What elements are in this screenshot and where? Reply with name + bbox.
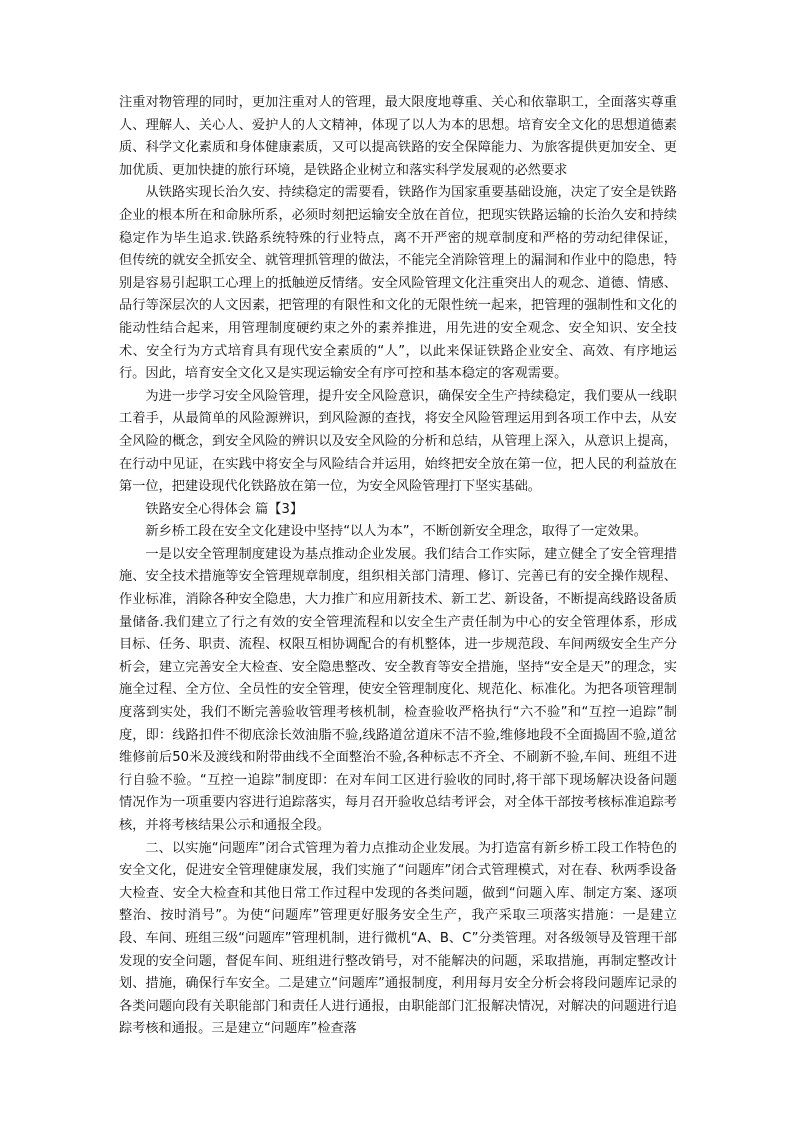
document-body <box>119 92 677 1041</box>
paragraph-6: 二、以实施“问题库”闭合式管理为着力点推动企业发展。为打造富有新乡桥工段工作特色的安全文化，促进安全管理健康发展，我们实施了“问题库”闭合式管理模式，对在春、秋两季设备大检查、安全大检查和其他日常工作过程中发现的各类问题，做到“问题入库、制定方案、逐项整治、按时消号”。为使“问题库”管理更好服务安全生产，我产采取三项落实措施：一是建立段、车间、班组三级“问题库”管理机制，进行微机“A、B、C”分类管理。对各级领导及管理干部发现的安全问题，督促车间、班组进行整改销号，对不能解决的问题，采取措施，再制定整改计划、措施，确保行车安全。二是建立“问题库”通报制度，利用每月安全分析会将段问题库记录的各类问题向段有关职能部门和责任人进行通报，由职能部门汇报解决情况，对解决的问题进行追踪考核和通报。三是建立“问题库”检查落 <box>119 840 677 1037</box>
paragraph-2: 从铁路实现长治久安、持续稳定的需要看，铁路作为国家重要基础设施，决定了安全是铁路企业的根本所在和命脉所系，必须时刻把运输安全放在首位，把现实铁路运输的长治久安和持续稳定作为毕生追求.铁路系统特殊的行业特点，离不开严密的规章制度和严格的劳动纪律保证，但传统的就安全抓安全、就管理抓管理的做法，不能完全消除管理上的漏洞和作业中的隐患，特别是容易引起职工心理上的抵触逆反情绪。安全风险管理文化注重突出人的观念、道德、情感、品行等深层次的人文因素，把管理的有限性和文化的无限性统一起来，把管理的强制性和文化的能动性结合起来，用管理制度硬约束之外的素养推进，用先进的安全观念、安全知识、安全技术、安全行为方式培育具有现代安全素质的“人”，以此来保证铁路企业安全、高效、有序地运行。因此，培育安全文化又是实现运输安全有序可控和基本稳定的客观需要。 <box>119 185 677 382</box>
section-heading: 铁路安全心得体会 篇【3】 <box>145 501 304 517</box>
paragraph-5: 一是以安全管理制度建设为基点推动企业发展。我们结合工作实际，建立健全了安全管理措施、安全技术措施等安全管理规章制度，组织相关部门清理、修订、完善已有的安全操作规程、作业标准，消除各种安全隐患，大力推广和应用新技术、新工艺、新设备，不断提高线路设备质量储备.我们建立了行之有效的安全管理流程和以安全生产责任制为中心的安全管理体系，形成目标、任务、职责、流程、权限互相协调配合的有机整体，进一步规范段、车间两级安全生产分析会，建立完善安全大检查、安全隐患整改、安全教育等安全措施，坚持“安全是天”的理念，实施全过程、全方位、全员性的安全管理，使安全管理制度化、规范化、标准化。为把各项管理制度落到实处，我们不断完善验收管理考核机制，检查验收严格执行“六不验”和“互控一追踪”制度，即：线路扣件不彻底涂长效油脂不验,线路道岔道床不洁不验,维修地段不全面捣固不验,道岔维修前后50米及渡线和附带曲线不全面整治不验,各种标志不齐全、不刷新不验,车间、班组不进行自验不验。“互控一追踪”制度即：在对车间工区进行验收的同时,将干部下现场解决设备问题情况作为一项重要内容进行追踪落实，每月召开验收总结考评会，对全体干部按考核标准追踪考核，并将考核结果公示和通报全段。 <box>119 546 677 833</box>
paragraph-4: 新乡桥工段在安全文化建设中坚持“以人为本”，不断创新安全理念，取得了一定效果。 <box>145 524 647 540</box>
paragraph-1: 注重对物管理的同时，更加注重对人的管理，最大限度地尊重、关心和依靠职工，全面落实尊重人、理解人、关心人、爱护人的人文精神，体现了以人为本的思想。培育安全文化的思想道德素质、科学文化素质和身体健康素质，又可以提高铁路的安全保障能力、为旅客提供更加安全、更加优质、更加快捷的旅行环境，是铁路企业树立和落实科学发展观的必然要求 <box>119 95 677 178</box>
paragraph-3: 为进一步学习安全风险管理，提升安全风险意识，确保安全生产持续稳定，我们要从一线职工着手，从最简单的风险源辨识，到风险源的查找，将安全风险管理运用到各项工作中去，从安全风险的概念，到安全风险的辨识以及安全风险的分析和总结，从管理上深入，从意识上提高，在行动中见证，在实践中将安全与风险结合并运用，始终把安全放在第一位，把人民的利益放在第一位，把建设现代化铁路放在第一位，为安全风险管理打下坚实基础。 <box>119 388 677 495</box>
